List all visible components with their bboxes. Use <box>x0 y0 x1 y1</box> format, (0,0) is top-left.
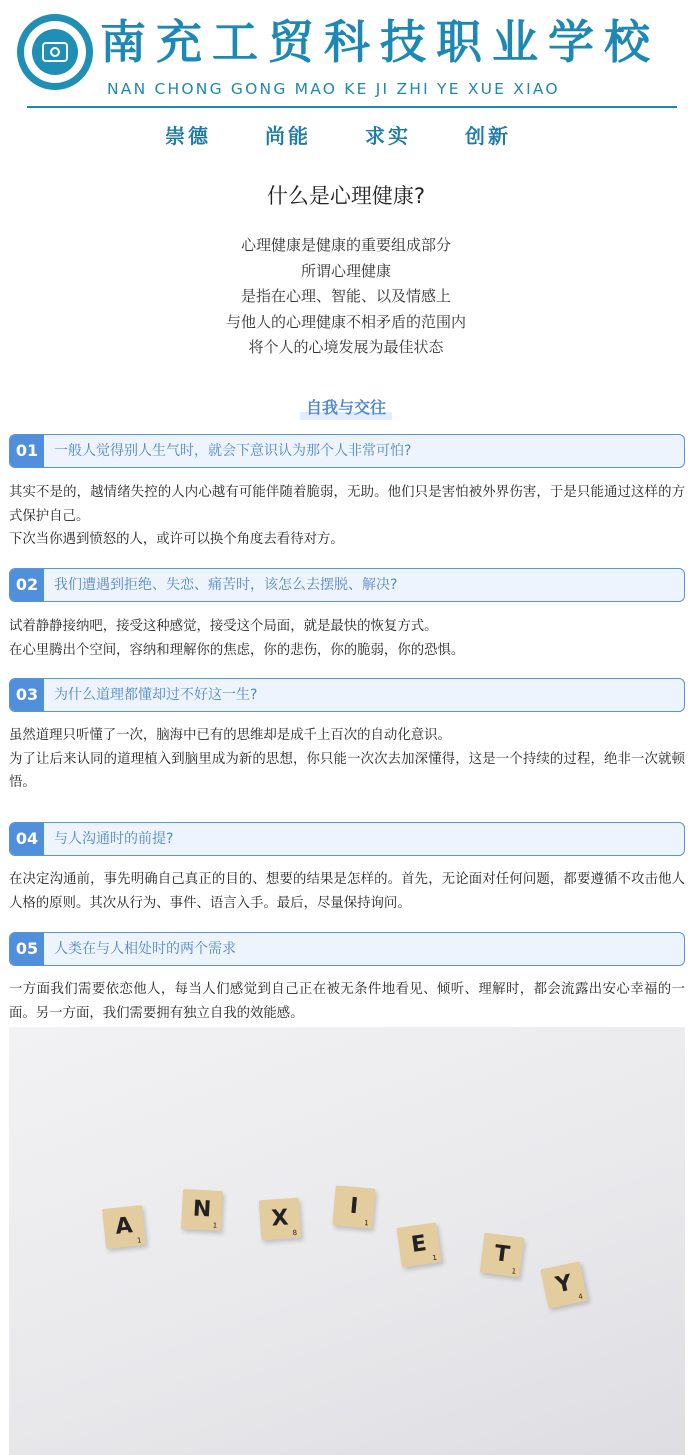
question-number: 01 <box>10 435 44 468</box>
school-logo <box>17 14 93 90</box>
answer-04 <box>9 868 685 915</box>
letter-tile: A 1 <box>102 1205 146 1249</box>
motto-1: 崇德 <box>165 124 211 148</box>
question-text: 一般人觉得别人生气时，就会下意识认为那个人非常可怕? <box>54 443 412 459</box>
question-header-01 <box>9 434 685 468</box>
letter-tile: N 1 <box>181 1189 223 1231</box>
section-title: 自我与交往 <box>300 395 392 420</box>
answer-01 <box>9 481 685 552</box>
answer-05 <box>9 978 685 1025</box>
question-number: 03 <box>10 679 44 712</box>
header-divider <box>27 106 677 108</box>
letter-tile: Y 4 <box>540 1261 587 1308</box>
school-header <box>0 0 692 112</box>
school-mottos <box>160 120 560 150</box>
intro-line: 所谓心理健康 <box>300 261 391 280</box>
answer-paragraph: 在心里腾出个空间，容纳和理解你的焦虑，你的悲伤，你的脆弱，你的恐惧。 <box>9 642 465 658</box>
letter-tile: X 8 <box>259 1198 302 1241</box>
question-number: 05 <box>10 933 44 966</box>
question-text: 与人沟通时的前提? <box>54 831 174 847</box>
intro-line: 将个人的心境发展为最佳状态 <box>248 338 444 356</box>
school-name-en: NAN CHONG GONG MAO KE JI ZHI YE XUE XIAO <box>107 80 560 98</box>
question-header-03 <box>9 678 685 712</box>
question-text: 我们遭遇到拒绝、失恋、痛苦时，该怎么去摆脱、解决? <box>54 577 398 593</box>
question-header-05 <box>9 932 685 966</box>
motto-4: 创新 <box>465 124 511 148</box>
letter-tile: E 1 <box>396 1222 441 1267</box>
question-number: 04 <box>10 823 44 856</box>
answer-paragraph: 虽然道理只听懂了一次，脑海中已有的思维却是成千上百次的自动化意识。 <box>9 728 451 743</box>
question-text: 为什么道理都懂却过不好这一生? <box>54 687 258 703</box>
school-name-cn: 南充工贸科技职业学校 <box>100 15 660 69</box>
letter-tile: T 1 <box>480 1233 525 1278</box>
intro-line: 是指在心理、智能、以及情感上 <box>240 287 451 305</box>
book-emblem-icon <box>42 42 68 62</box>
answer-03 <box>9 724 685 795</box>
section-heading <box>0 395 692 420</box>
answer-paragraph: 一方面我们需要依恋他人，每当人们感觉到自己正在被无条件地看见、倾听、理解时，都会流露出安心幸福的一面。另一方面，我们需要拥有独立自我的效能感。 <box>9 982 685 1021</box>
intro-line: 心理健康是健康的重要组成部分 <box>240 236 451 254</box>
answer-paragraph: 其实不是的，越情绪失控的人内心越有可能伴随着脆弱，无助。他们只是害怕被外界伤害，于是只能通过这样的方式保护自己。 <box>9 485 685 524</box>
question-text: 人类在与人相处时的两个需求 <box>54 941 236 957</box>
question-number: 02 <box>10 569 44 602</box>
answer-paragraph: 为了让后来认同的道理植入到脑里成为新的思想，你只能一次次去加深懂得，这是一个持续的过程，绝非一次就顿悟。 <box>9 751 685 790</box>
question-header-02 <box>9 568 685 602</box>
answer-02 <box>9 615 685 662</box>
intro-line: 与他人的心理健康不相矛盾的范围内 <box>225 312 466 331</box>
motto-3: 求实 <box>365 124 411 148</box>
answer-paragraph: 试着静静接纳吧，接受这种感觉，接受这个局面，就是最快的恢复方式。 <box>9 619 438 634</box>
letter-tile: I 1 <box>332 1185 375 1228</box>
answer-paragraph: 下次当你遇到愤怒的人，或许可以换个角度去看待对方。 <box>9 532 344 547</box>
motto-2: 尚能 <box>265 124 311 148</box>
intro-text <box>0 233 692 361</box>
anxiety-tiles-photo <box>9 1027 685 1455</box>
answer-paragraph: 在决定沟通前，事先明确自己真正的目的、想要的结果是怎样的。首先，无论面对任何问题，都要遵循不攻击他人人格的原则。其次从行为、事件、语言入手。最后，尽量保持询问。 <box>9 872 685 911</box>
article-title: 什么是心理健康? <box>266 184 426 208</box>
question-header-04 <box>9 822 685 856</box>
